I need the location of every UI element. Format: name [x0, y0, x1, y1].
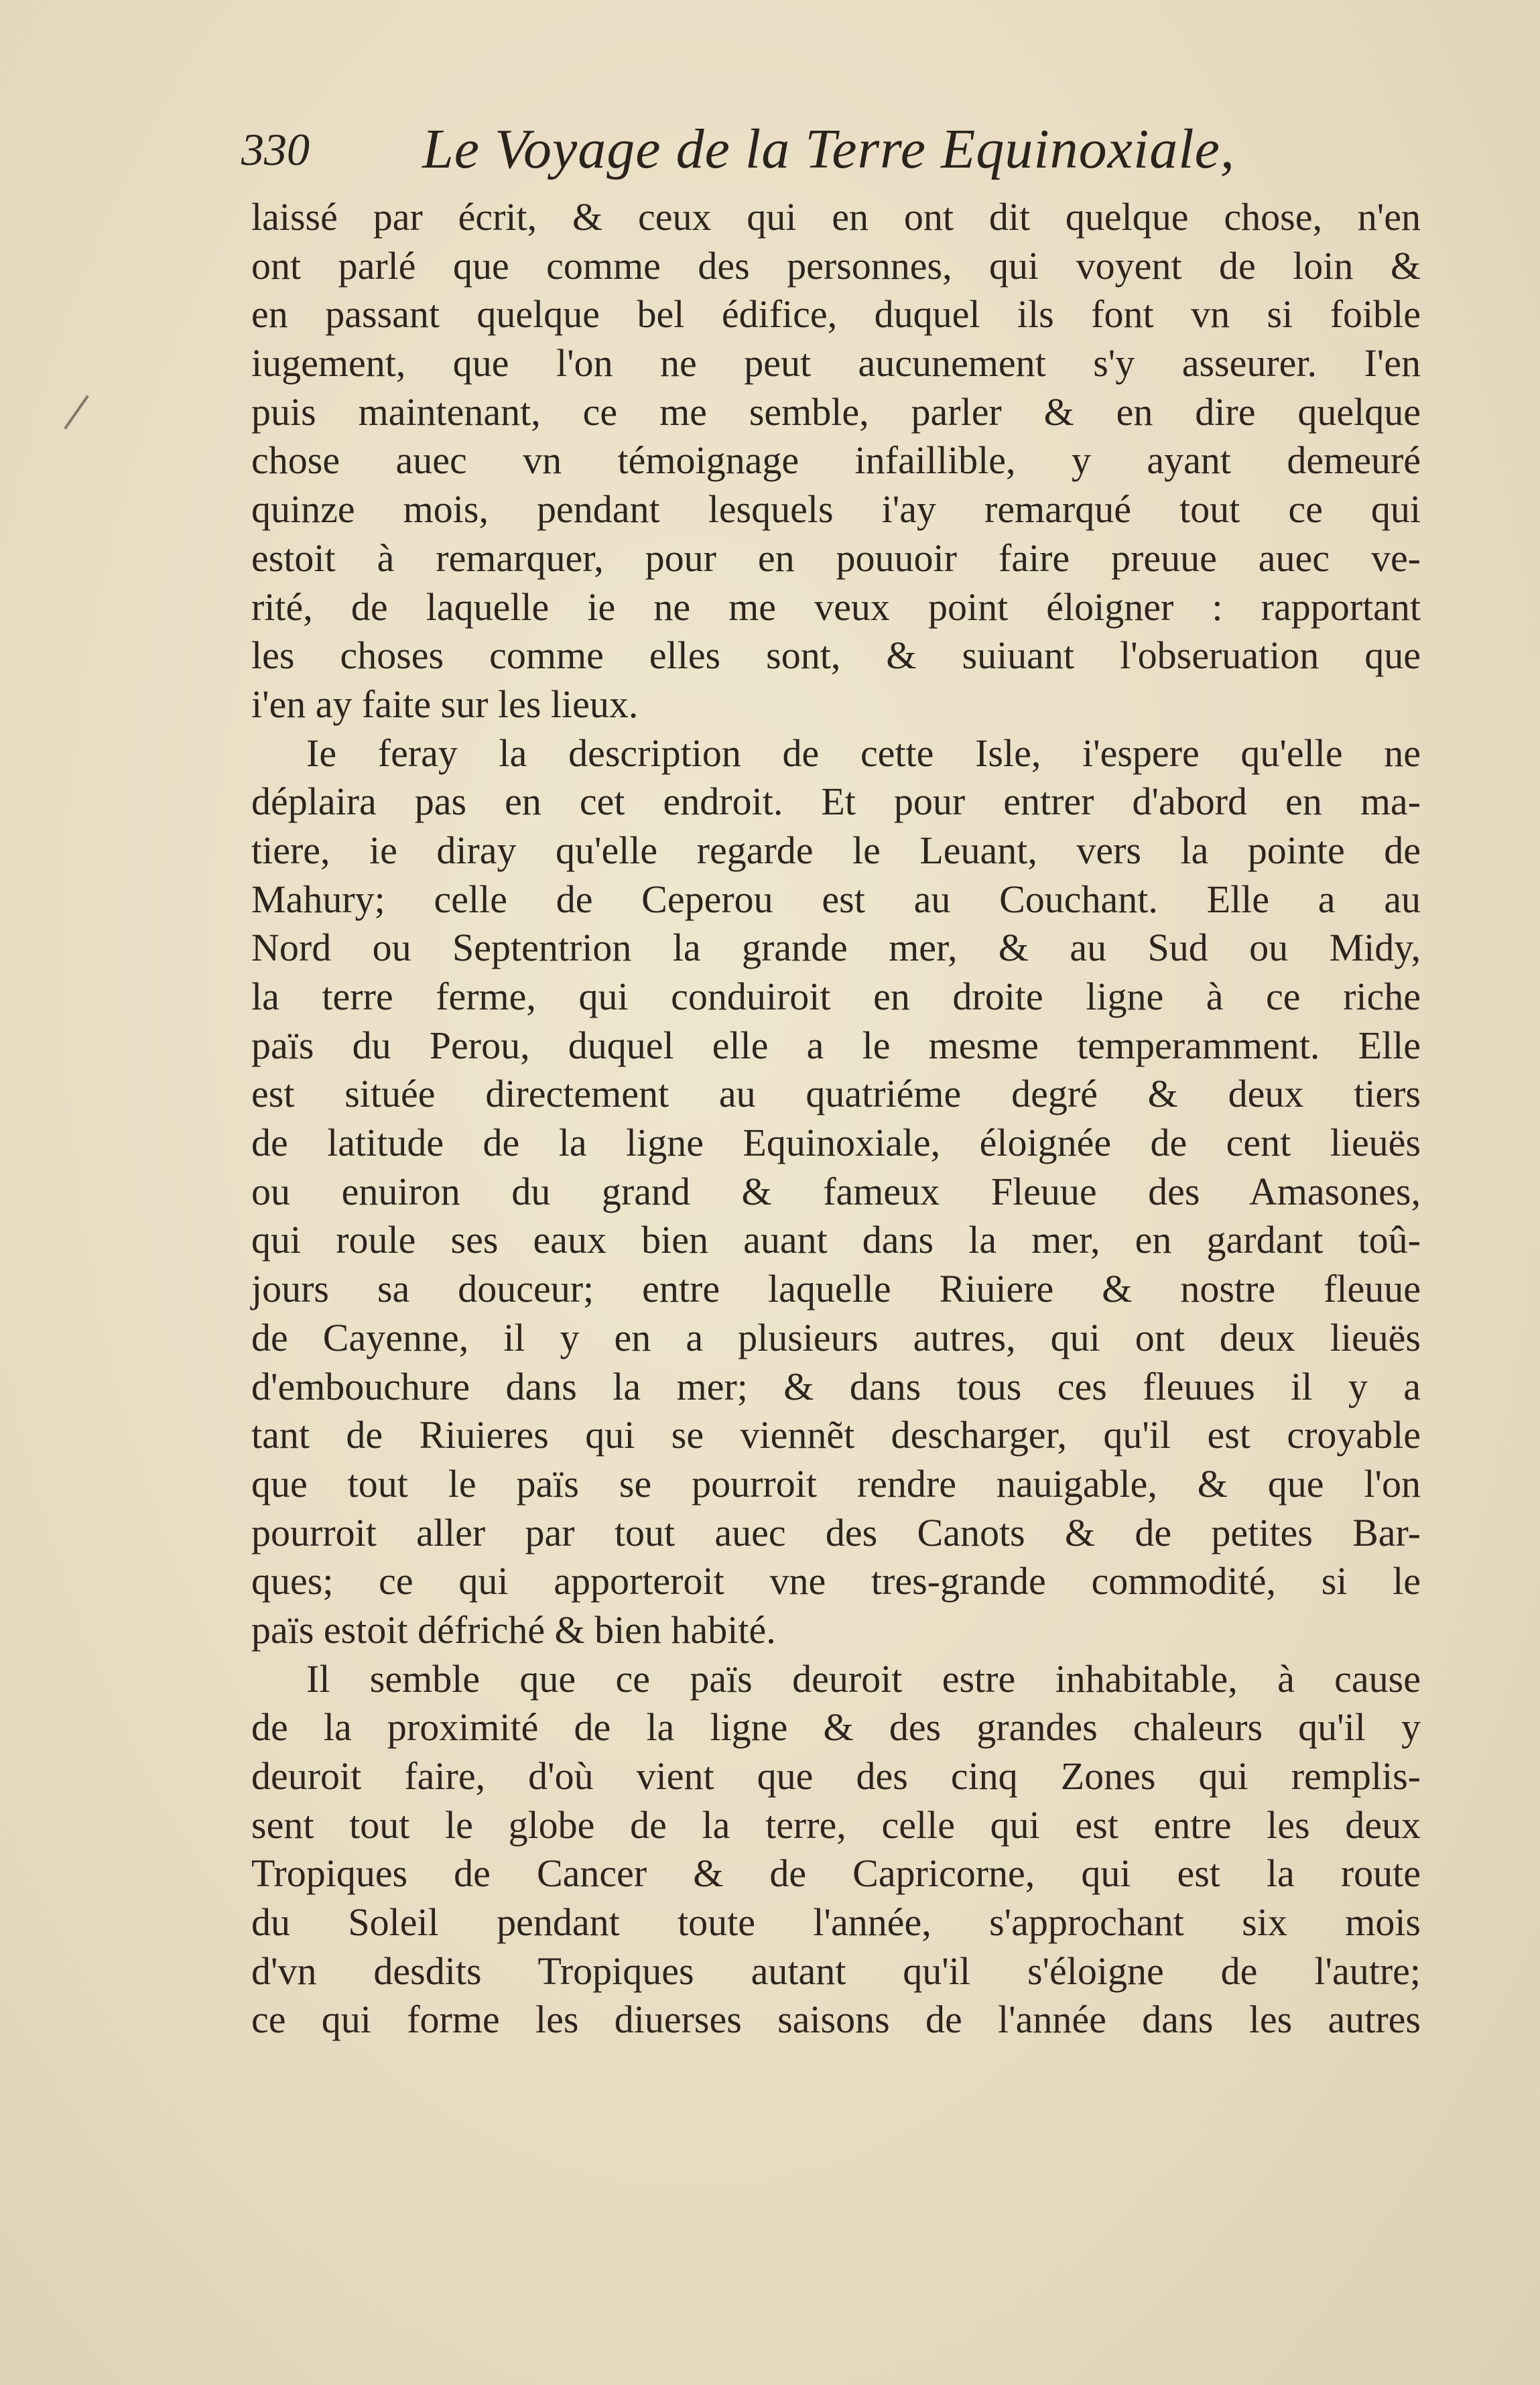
text-line: iugement, que l'on ne peut aucunement s'y asseurer. I'en	[251, 341, 1421, 385]
text-line: que tout le païs se pourroit rendre nauigable, & que l'on	[251, 1461, 1421, 1506]
text-line: sent tout le globe de la terre, celle qui est entre les deux	[251, 1802, 1421, 1847]
text-line: deuroit faire, d'où vient que des cinq Zones qui remplis-	[251, 1754, 1421, 1798]
text-line: tant de Riuieres qui se viennẽt descharger, qu'il est croyable	[251, 1413, 1421, 1457]
paragraph	[251, 193, 1421, 729]
body-text	[251, 193, 1421, 2044]
text-line: i'en ay faite sur les lieux.	[251, 682, 639, 726]
text-line: Nord ou Septentrion la grande mer, & au Sud ou Midy,	[251, 926, 1421, 970]
text-line: jours sa douceur; entre laquelle Riuiere & nostre fleuue	[251, 1267, 1421, 1311]
text-line: en passant quelque bel édifice, duquel ils font vn si foible	[251, 292, 1421, 337]
text-line: les choses comme elles sont, & suiuant l'obseruation que	[251, 633, 1421, 678]
text-line: pourroit aller par tout auec des Canots & de petites Bar-	[251, 1510, 1421, 1554]
running-title: Le Voyage de la Terre Equinoxiale,	[422, 118, 1235, 180]
text-line: païs du Perou, duquel elle a le mesme temperamment. Elle	[251, 1023, 1421, 1067]
text-line: la terre ferme, qui conduiroit en droite ligne à ce riche	[251, 975, 1421, 1018]
text-line: ont parlé que comme des personnes, qui voyent de loin &	[251, 243, 1421, 288]
page-header	[241, 113, 1313, 186]
text-line: de la proximité de la ligne & des grandes chaleurs qu'il y	[251, 1705, 1421, 1750]
text-line: Mahury; celle de Ceperou est au Couchant. Elle a au	[251, 877, 1421, 921]
margin-pencil-mark	[64, 395, 89, 429]
text-line: puis maintenant, ce me semble, parler & en dire quelque	[251, 389, 1421, 434]
text-line: du Soleil pendant toute l'année, s'approchant six mois	[251, 1900, 1421, 1945]
text-line: chose auec vn témoignage infaillible, y ayant demeuré	[251, 438, 1421, 483]
paragraph	[251, 1655, 1421, 2045]
text-line: déplaira pas en cet endroit. Et pour entrer d'abord en ma-	[251, 780, 1421, 824]
text-line: est située directement au quatriéme degré & deux tiers	[251, 1072, 1421, 1116]
text-line: quinze mois, pendant lesquels i'ay remarqué tout ce qui	[251, 487, 1421, 532]
text-line: ou enuiron du grand & fameux Fleuue des Amasones,	[251, 1169, 1421, 1213]
text-line: de latitude de la ligne Equinoxiale, éloignée de cent lieuës	[251, 1121, 1421, 1165]
text-line: qui roule ses eaux bien auant dans la mer, en gardant toû-	[251, 1218, 1421, 1262]
text-line: d'embouchure dans la mer; & dans tous ces fleuues il y a	[251, 1364, 1421, 1408]
text-line: d'vn desdits Tropiques autant qu'il s'éloigne de l'autre;	[251, 1949, 1421, 1993]
text-line: Tropiques de Cancer & de Capricorne, qui est la route	[251, 1851, 1421, 1896]
text-line: païs estoit défriché & bien habité.	[251, 1607, 776, 1652]
text-line: ce qui forme les diuerses saisons de l'année dans les autres	[251, 1998, 1421, 2042]
text-line: rité, de laquelle ie ne me veux point éloigner : rapportant	[251, 585, 1421, 629]
text-line: tiere, ie diray qu'elle regarde le Leuant, vers la pointe de	[251, 828, 1421, 872]
page-number: 330	[241, 124, 310, 175]
paragraph	[251, 729, 1421, 1655]
text-line: estoit à remarquer, pour en pouuoir faire preuue auec ve-	[251, 536, 1421, 580]
text-line: ques; ce qui apporteroit vne tres-grande commodité, si le	[251, 1559, 1421, 1603]
text-line: laissé par écrit, & ceux qui en ont dit quelque chose, n'en	[251, 195, 1421, 239]
text-line: Il semble que ce païs deuroit estre inhabitable, à cause	[306, 1656, 1421, 1701]
text-line: de Cayenne, il y en a plusieurs autres, qui ont deux lieuës	[251, 1315, 1421, 1359]
text-line: Ie feray la description de cette Isle, i'espere qu'elle ne	[306, 731, 1421, 775]
